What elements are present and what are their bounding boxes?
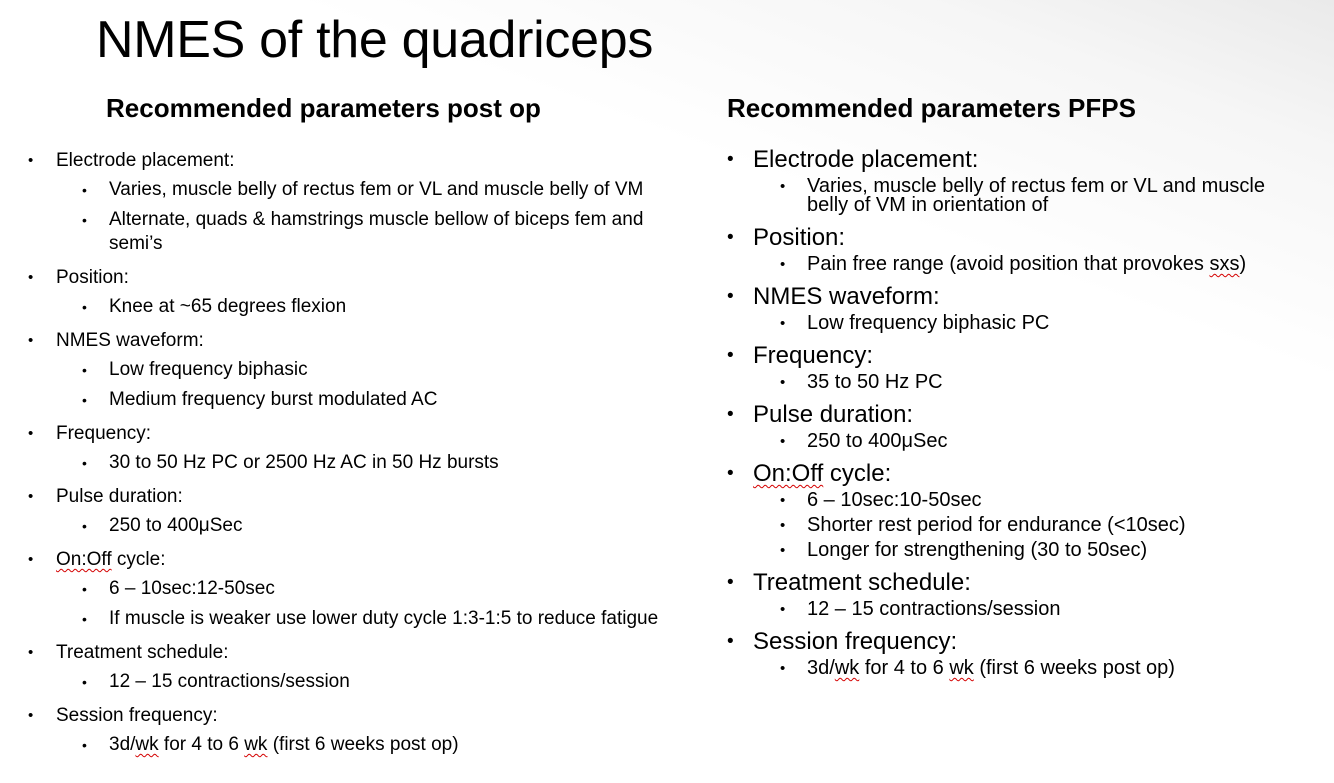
list-item: • 3d/wk for 4 to 6 wk (first 6 weeks post op) (82, 733, 708, 757)
section-label: Session frequency: (56, 705, 218, 726)
section-label: Electrode placement: (56, 150, 235, 171)
section-label: On:Off cycle: (753, 460, 892, 487)
section-label: Frequency: (753, 342, 874, 369)
nmes-waveform-section (727, 283, 1327, 333)
spellcheck-word: wk (244, 734, 268, 755)
section-label: Frequency: (56, 423, 152, 444)
left-column-heading: Recommended parameters post op (106, 93, 541, 123)
section-label: Pulse duration: (56, 486, 183, 507)
on-off-cycle-section (727, 460, 1327, 560)
list-item: • Varies, muscle belly of rectus fem or VL and muscle belly of VM (82, 178, 708, 202)
slide-title: NMES of the quadriceps (96, 11, 654, 69)
section-label: NMES waveform: (753, 283, 940, 310)
spellcheck-word: wk (834, 657, 860, 679)
list-item: • If muscle is weaker use lower duty cycle 1:3-1:5 to reduce fatigue (82, 607, 708, 631)
on-off-cycle-section (28, 548, 708, 631)
list-item: • Low frequency biphasic (82, 358, 708, 382)
treatment-schedule-section (727, 569, 1327, 619)
list-item: • Low frequency biphasic PC (780, 314, 1327, 333)
spellcheck-word: wk (135, 734, 159, 755)
list-item: • 12 – 15 contractions/session (82, 670, 708, 694)
list-item: • Longer for strengthening (30 to 50sec) (780, 541, 1327, 560)
spellcheck-word: wk (949, 657, 974, 679)
frequency-section (727, 342, 1327, 392)
spellcheck-word: sxs (1209, 253, 1240, 275)
pulse-duration-section (727, 401, 1327, 451)
treatment-schedule-section (28, 641, 708, 694)
list-item: • Pain free range (avoid position that provokes sxs) (780, 255, 1327, 274)
list-item: • 250 to 400μSec (82, 514, 708, 538)
section-label: Pulse duration: (753, 401, 914, 428)
section-label: Position: (56, 267, 129, 288)
section-label: NMES waveform: (56, 330, 204, 351)
session-frequency-section (727, 628, 1327, 678)
nmes-waveform-section (28, 329, 708, 412)
list-item: • 35 to 50 Hz PC (780, 373, 1327, 392)
electrode-placement-section (727, 146, 1327, 215)
list-item: • 30 to 50 Hz PC or 2500 Hz AC in 50 Hz bursts (82, 451, 708, 475)
section-label: Electrode placement: (753, 146, 979, 173)
section-label: Session frequency: (753, 628, 958, 655)
list-item: • 3d/wk for 4 to 6 wk (first 6 weeks post op) (780, 659, 1327, 678)
frequency-section (28, 422, 708, 475)
pulse-duration-section (28, 485, 708, 538)
list-item: • 12 – 15 contractions/session (780, 600, 1327, 619)
right-column-heading: Recommended parameters PFPS (727, 93, 1136, 123)
list-item: • 6 – 10sec:10-50sec (780, 491, 1327, 510)
post-op-parameter-list (28, 149, 708, 757)
section-label: Treatment schedule: (753, 569, 971, 596)
section-label: On:Off cycle: (56, 549, 166, 570)
list-item: • Knee at ~65 degrees flexion (82, 295, 708, 319)
list-item: • Varies, muscle belly of rectus fem or VL and muscle belly of VM in orientation of (780, 177, 1307, 215)
pfps-parameter-list (727, 146, 1327, 678)
list-item: • Alternate, quads & hamstrings muscle bellow of biceps fem and semi’s (82, 208, 684, 256)
section-label: Treatment schedule: (56, 642, 229, 663)
list-item: • Shorter rest period for endurance (<10sec) (780, 516, 1327, 535)
position-section (28, 266, 708, 319)
list-item: • 250 to 400μSec (780, 432, 1327, 451)
list-item: • 6 – 10sec:12-50sec (82, 577, 708, 601)
session-frequency-section (28, 704, 708, 757)
electrode-placement-section (28, 149, 708, 256)
position-section (727, 224, 1327, 274)
section-label: Position: (753, 224, 846, 251)
spellcheck-word: On:Off (56, 549, 112, 570)
spellcheck-word: On:Off (753, 460, 824, 487)
list-item: • Medium frequency burst modulated AC (82, 388, 708, 412)
